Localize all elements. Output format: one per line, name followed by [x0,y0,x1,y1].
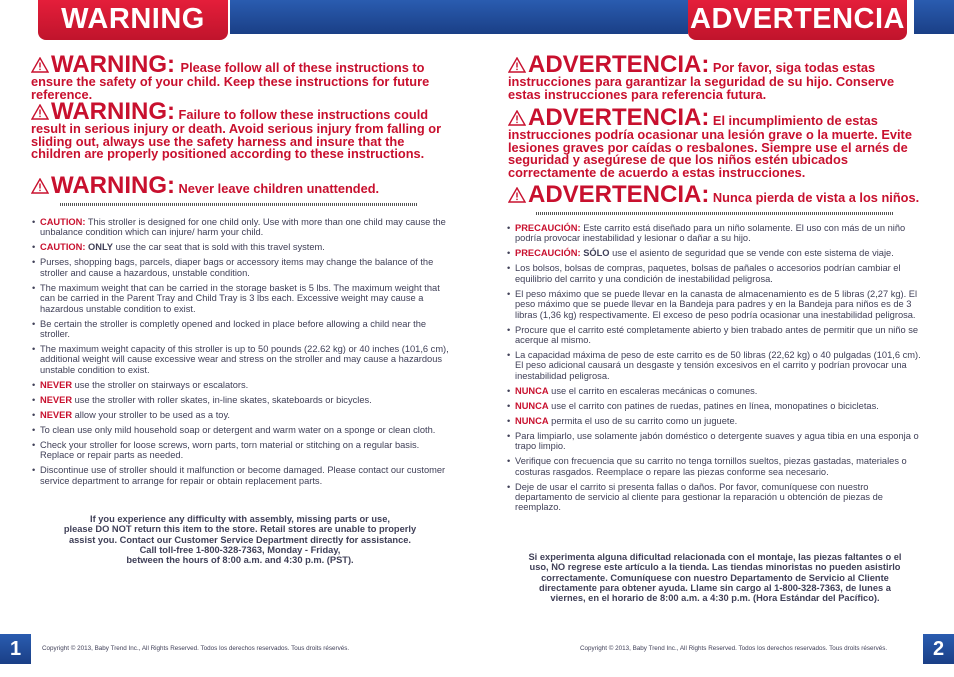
customer-service-notice: Si experimenta alguna dificultad relacionada con el montaje, las piezas faltantes o el uso, NO regrese este artículo a la tienda. Las tiendas minoristas no pueden asistirlo correctamente. Comuníquese con nuestro Departamento de Servicio al Cliente directamente para obtener ayuda. Llame sin cargo al 1-800-328-7363, de lunes a viernes, en el horario de 8:00 a.m. a 4:30 p.m. (Hora Estándar del Pacífico). [528,552,902,604]
list-item: • Discontinue use of stroller should it malfunction or become damaged. Please contact our customer service department to arrange for repair or obtain replacement parts. [30,465,450,486]
list-item: • NEVER use the stroller on stairways or escalators. [30,380,450,390]
list-item: • PRECAUCIÓN: Este carrito está diseñado para un niño solamente. El uso con más de un niño podría provocar inestabilidad y lesionar o dañar a su hijo. [505,223,927,244]
warning-1 [508,51,923,102]
warning-3 [31,172,451,199]
page-title: WARNING [38,0,228,40]
warning-heading: ADVERTENCIA: [528,104,710,131]
list-item: • CAUTION: This stroller is designed for one child only. Use with more than one child may cause the unbalance condition which can injure/ harm your child. [30,217,450,238]
list-item: • Be certain the stroller is completly opened and locked in place before allowing a child near the stroller. [30,319,450,340]
list-item: • NEVER use the stroller with roller skates, in-line skates, skateboards or bicycles. [30,395,450,405]
list-item: • Procure que el carrito esté completamente abierto y bien trabado antes de permitir que un niño se acerque al mismo. [505,325,927,346]
warning-heading: WARNING: [51,172,175,199]
list-item: • El peso máximo que se puede llevar en la canasta de almacenamiento es de 5 libras (2,27 kg). El peso máximo que se puede llevar en la Bandeja para padres y en la Bandeja para niños es de 3 libras (1,36 kg) respectivamente. El exceso de peso podría ocasionar una inestabilidad peligrosa. [505,289,927,320]
warning-heading: ADVERTENCIA: [528,181,710,208]
customer-service-notice: If you experience any difficulty with assembly, missing parts or use, please DO NOT return this item to the store. Retail stores are unable to properly assist you. Contact our Customer Service Department directly for assistance. Call toll-free 1-800-328-7363, Monday - Friday, between the hours of 8:00 a.m. and 4:30 p.m. (PST). [63,514,417,566]
warning-1 [31,51,451,102]
warning-text: Nunca pierda de vista a los niños. [712,190,920,205]
list-item: • Check your stroller for loose screws, worn parts, torn material or stitching on a regular basis. Replace or repair parts as needed. [30,440,450,461]
list-item: • To clean use only mild household soap or detergent and warm water on a sponge or clean cloth. [30,425,450,435]
header-bar-end [914,0,954,34]
divider [536,212,894,215]
list-item: • CAUTION: ONLY use the car seat that is sold with this travel system. [30,242,450,252]
warning-triangle-icon [31,178,49,194]
warning-text: Never leave children unattended. [178,181,380,196]
copyright-text: Copyright © 2013, Baby Trend Inc., All Rights Reserved. Todos los derechos reservados. Tous droits réservés. [580,645,888,652]
warning-text: Failure to follow these instructions could result in serious injury or death. Avoid serious injury from falling or sliding out, always use the safety harness and insure that the children are properly positioned according to these instructions. [31,107,442,162]
list-item: • Para limpiarlo, use solamente jabón doméstico o detergente suaves y agua tibia en una esponja o trapo limpio. [505,431,927,452]
header-bar [477,0,688,34]
warning-text: Por favor, siga todas estas instrucciones para garantizar la seguridad de su hijo. Conserve estas instrucciones para referencia futura. [508,60,895,102]
list-item: • NEVER allow your stroller to be used as a toy. [30,410,450,420]
list-item: • NUNCA use el carrito con patines de ruedas, patines en línea, monopatines o bicicletas. [505,401,927,411]
warning-heading: ADVERTENCIA: [528,51,710,78]
caution-list [30,217,450,491]
list-item: • PRECAUCIÓN: SÓLO use el asiento de seguridad que se vende con este sistema de viaje. [505,248,927,258]
page-right [477,0,954,677]
page-number: 1 [0,634,31,664]
warning-text: El incumplimiento de estas instrucciones podría ocasionar una lesión grave o la muerte. Evite lesiones graves por caídas o resbalones. Siempre use el arnés de seguridad y asegúrese de que los niños estén ubicados correctamente de acuerdo a estas instrucciones. [508,113,912,180]
warning-triangle-icon [31,104,49,120]
warning-heading: WARNING: [51,98,175,125]
list-item: • NUNCA use el carrito en escaleras mecánicas o comunes. [505,386,927,396]
page-number: 2 [923,634,954,664]
warning-text: Please follow all of these instructions to ensure the safety of your child. Keep these instructions for future reference. [31,60,430,102]
list-item: • NUNCA permita el uso de su carrito como un juguete. [505,416,927,426]
warning-triangle-icon [508,110,526,126]
list-item: • Purses, shopping bags, parcels, diaper bags or accessory items may change the balance of the stroller and cause a hazardous, unstable condition. [30,257,450,278]
copyright-text: Copyright © 2013, Baby Trend Inc., All Rights Reserved. Todos los derechos reservados. Tous droits réservés. [42,645,350,652]
warning-3 [508,181,923,208]
divider [60,203,418,206]
list-item: • The maximum weight that can be carried in the storage basket is 5 lbs. The maximum weight that can be carried in the Parent Tray and Child Tray is 3 lbs each. Excessive weight may cause a hazardous unstable condition to exist. [30,283,450,314]
list-item: • Verifique con frecuencia que su carrito no tenga tornillos sueltos, piezas gastadas, materiales o costuras rasgados. Reemplace o repare las piezas conforme sea necesario. [505,456,927,477]
caution-list [505,223,927,517]
list-item: • Los bolsos, bolsas de compras, paquetes, bolsas de pañales o accesorios podrían cambiar el equilibrio del carrito y una condición de inestabilidad peligrosa. [505,263,927,284]
header-bar [230,0,477,34]
warning-triangle-icon [31,57,49,73]
warning-2 [31,98,451,162]
page-title: ADVERTENCIA [688,0,907,40]
warning-2 [508,104,923,180]
list-item: • La capacidad máxima de peso de este carrito es de 50 libras (22,62 kg) o 40 pulgadas (101,6 cm). El peso adicional causará un desgaste y tensión excesivos en el carrito y podrían provocar una inestabilidad peligrosa. [505,350,927,381]
list-item: • Deje de usar el carrito si presenta fallas o daños. Por favor, comuníquese con nuestro departamento de servicio al cliente para gestionar la reparación u obtención de piezas de reemplazo. [505,482,927,513]
warning-triangle-icon [508,187,526,203]
warning-heading: WARNING: [51,51,175,78]
list-item: • The maximum weight capacity of this stroller is up to 50 pounds (22.62 kg) or 40 inches (101,6 cm), additional weight will cause excessive wear and stress on the stroller and may cause a hazardous unstable condition to exist. [30,344,450,375]
warning-triangle-icon [508,57,526,73]
